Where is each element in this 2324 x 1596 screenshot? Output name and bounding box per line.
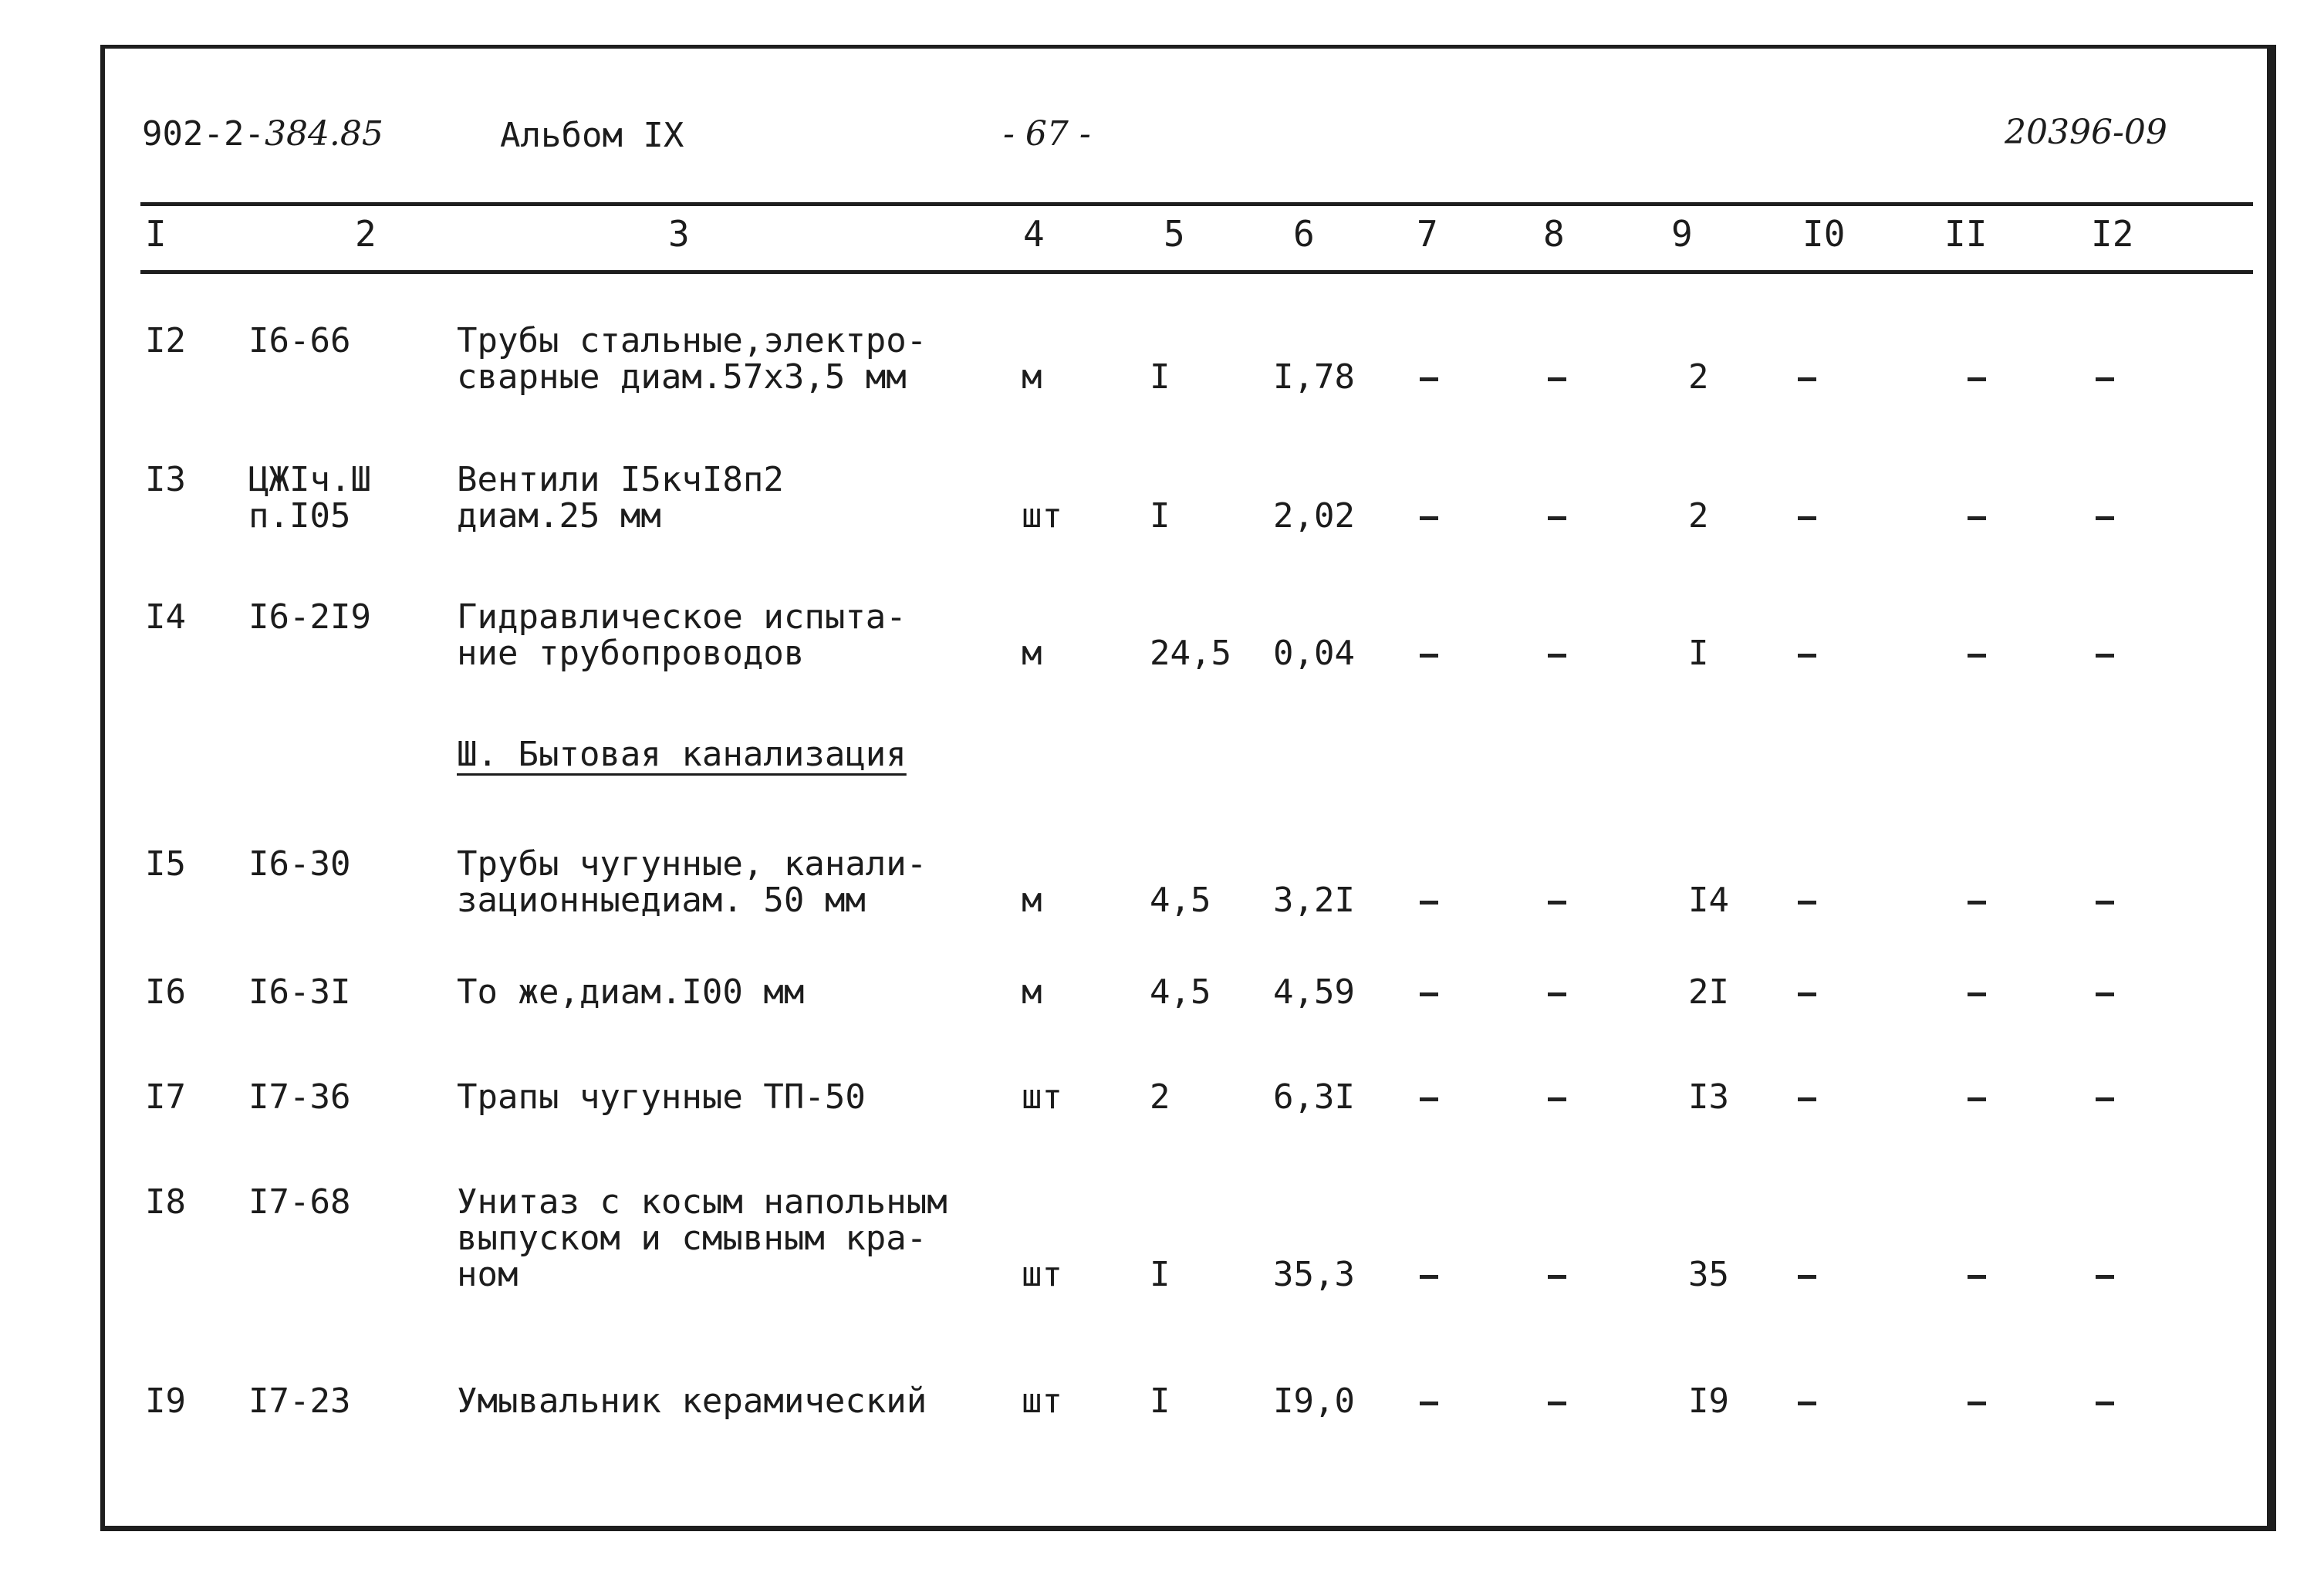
column-number: II: [1944, 213, 1988, 255]
unit: шт: [1022, 1255, 1062, 1294]
row-number: I6: [145, 972, 186, 1012]
dash-mark: [1968, 1275, 1986, 1279]
unit: шт: [1022, 496, 1062, 536]
dash-mark: [1798, 377, 1816, 381]
dash-mark: [1798, 1275, 1816, 1279]
row-number: I3: [145, 460, 186, 499]
item-description: Трубы стальные,электро- сварные диам.57х3,5 мм: [457, 321, 927, 397]
unit: м: [1022, 881, 1042, 920]
dash-mark: [1968, 1097, 1986, 1101]
column-number: I2: [2091, 213, 2134, 255]
unit-price: 4,59: [1273, 972, 1355, 1012]
unit: м: [1022, 357, 1042, 397]
column-number: 3: [668, 213, 690, 255]
item-description: Трапы чугунные ТП-50: [457, 1077, 866, 1117]
dash-mark: [1798, 901, 1816, 905]
dash-mark: [1420, 901, 1438, 905]
col9-value: 2: [1688, 357, 1709, 397]
row-number: I9: [145, 1381, 186, 1421]
dash-mark: [2096, 901, 2114, 905]
header-rule-bottom: [140, 270, 2253, 274]
dash-mark: [2096, 654, 2114, 658]
dash-mark: [1548, 377, 1566, 381]
column-number: 9: [1671, 213, 1693, 255]
unit: м: [1022, 634, 1042, 673]
norm-code: I6-2I9: [248, 597, 371, 637]
norm-code: I7-23: [248, 1381, 351, 1421]
unit: м: [1022, 972, 1042, 1012]
col9-value: 2: [1688, 496, 1709, 536]
dash-mark: [1548, 654, 1566, 658]
row-number: I7: [145, 1077, 186, 1117]
dash-mark: [1420, 992, 1438, 996]
dash-mark: [1420, 654, 1438, 658]
col9-value: I3: [1688, 1077, 1729, 1117]
dash-mark: [1548, 1097, 1566, 1101]
doc-code: 20396-09: [2005, 113, 2167, 152]
dash-mark: [1798, 1097, 1816, 1101]
row-number: I5: [145, 844, 186, 884]
dash-mark: [1798, 516, 1816, 520]
dash-mark: [1968, 901, 1986, 905]
row-number: I4: [145, 597, 186, 637]
item-description: Трубы чугунные, канали- зационныедиам. 50 мм: [457, 844, 927, 920]
header-rule-top: [140, 202, 2253, 206]
dash-mark: [1420, 1402, 1438, 1405]
dash-mark: [1548, 901, 1566, 905]
item-description: То же,диам.I00 мм: [457, 972, 805, 1012]
dash-mark: [1798, 992, 1816, 996]
item-description: Гидравлическое испыта- ние трубопроводов: [457, 597, 907, 673]
dash-mark: [2096, 1402, 2114, 1405]
column-number: 6: [1293, 213, 1315, 255]
unit: шт: [1022, 1381, 1062, 1421]
norm-code: I7-36: [248, 1077, 351, 1117]
dash-mark: [1968, 1402, 1986, 1405]
doc-suffix: 384.85: [264, 114, 383, 154]
dash-mark: [1548, 516, 1566, 520]
quantity: 2: [1150, 1077, 1170, 1117]
dash-mark: [1968, 377, 1986, 381]
dash-mark: [1968, 516, 1986, 520]
column-number: 4: [1023, 213, 1045, 255]
column-number: 8: [1543, 213, 1565, 255]
column-number: I0: [1802, 213, 1846, 255]
quantity: I: [1150, 357, 1170, 397]
dash-mark: [1420, 1097, 1438, 1101]
column-number: 7: [1417, 213, 1438, 255]
dash-mark: [1420, 377, 1438, 381]
unit-price: I9,0: [1273, 1381, 1355, 1421]
dash-mark: [2096, 377, 2114, 381]
section-title: Ш. Бытовая канализация: [457, 735, 907, 774]
quantity: I: [1150, 1255, 1170, 1294]
dash-mark: [1548, 992, 1566, 996]
unit-price: 6,3I: [1273, 1077, 1355, 1117]
col9-value: 2I: [1688, 972, 1729, 1012]
col9-value: I4: [1688, 881, 1729, 920]
dash-mark: [1420, 516, 1438, 520]
row-number: I2: [145, 321, 186, 360]
column-number: 2: [355, 213, 377, 255]
dash-mark: [2096, 1097, 2114, 1101]
doc-prefix: 902-2-: [142, 114, 265, 154]
norm-code: ЦЖIч.Ш п.I05: [248, 460, 371, 536]
quantity: 4,5: [1150, 972, 1211, 1012]
dash-mark: [2096, 1275, 2114, 1279]
page-number: - 67 -: [1003, 114, 1091, 154]
page-frame: [100, 45, 2276, 1531]
col9-value: I: [1688, 634, 1709, 673]
norm-code: I6-30: [248, 844, 351, 884]
item-description: Вентили I5кчI8п2 диам.25 мм: [457, 460, 784, 536]
unit-price: 3,2I: [1273, 881, 1355, 920]
dash-mark: [1548, 1402, 1566, 1405]
unit-price: 2,02: [1273, 496, 1355, 536]
dash-mark: [2096, 992, 2114, 996]
dash-mark: [1968, 992, 1986, 996]
dash-mark: [1548, 1275, 1566, 1279]
unit-price: I,78: [1273, 357, 1355, 397]
unit-price: 0,04: [1273, 634, 1355, 673]
item-description: Умывальник керамический: [457, 1381, 927, 1421]
dash-mark: [1968, 654, 1986, 658]
quantity: I: [1150, 1381, 1170, 1421]
doc-number: [142, 114, 383, 154]
quantity: I: [1150, 496, 1170, 536]
unit: шт: [1022, 1077, 1062, 1117]
dash-mark: [1420, 1275, 1438, 1279]
norm-code: I6-66: [248, 321, 351, 360]
unit-price: 35,3: [1273, 1255, 1355, 1294]
col9-value: I9: [1688, 1381, 1729, 1421]
row-number: I8: [145, 1182, 186, 1222]
norm-code: I6-3I: [248, 972, 351, 1012]
dash-mark: [2096, 516, 2114, 520]
column-number: I: [145, 213, 167, 255]
dash-mark: [1798, 654, 1816, 658]
quantity: 4,5: [1150, 881, 1211, 920]
album-title: Альбом IX: [500, 116, 684, 155]
norm-code: I7-68: [248, 1182, 351, 1222]
item-description: Унитаз с косым напольным выпуском и смывным кра- ном: [457, 1182, 948, 1294]
column-number: 5: [1164, 213, 1185, 255]
dash-mark: [1798, 1402, 1816, 1405]
quantity: 24,5: [1150, 634, 1231, 673]
col9-value: 35: [1688, 1255, 1729, 1294]
